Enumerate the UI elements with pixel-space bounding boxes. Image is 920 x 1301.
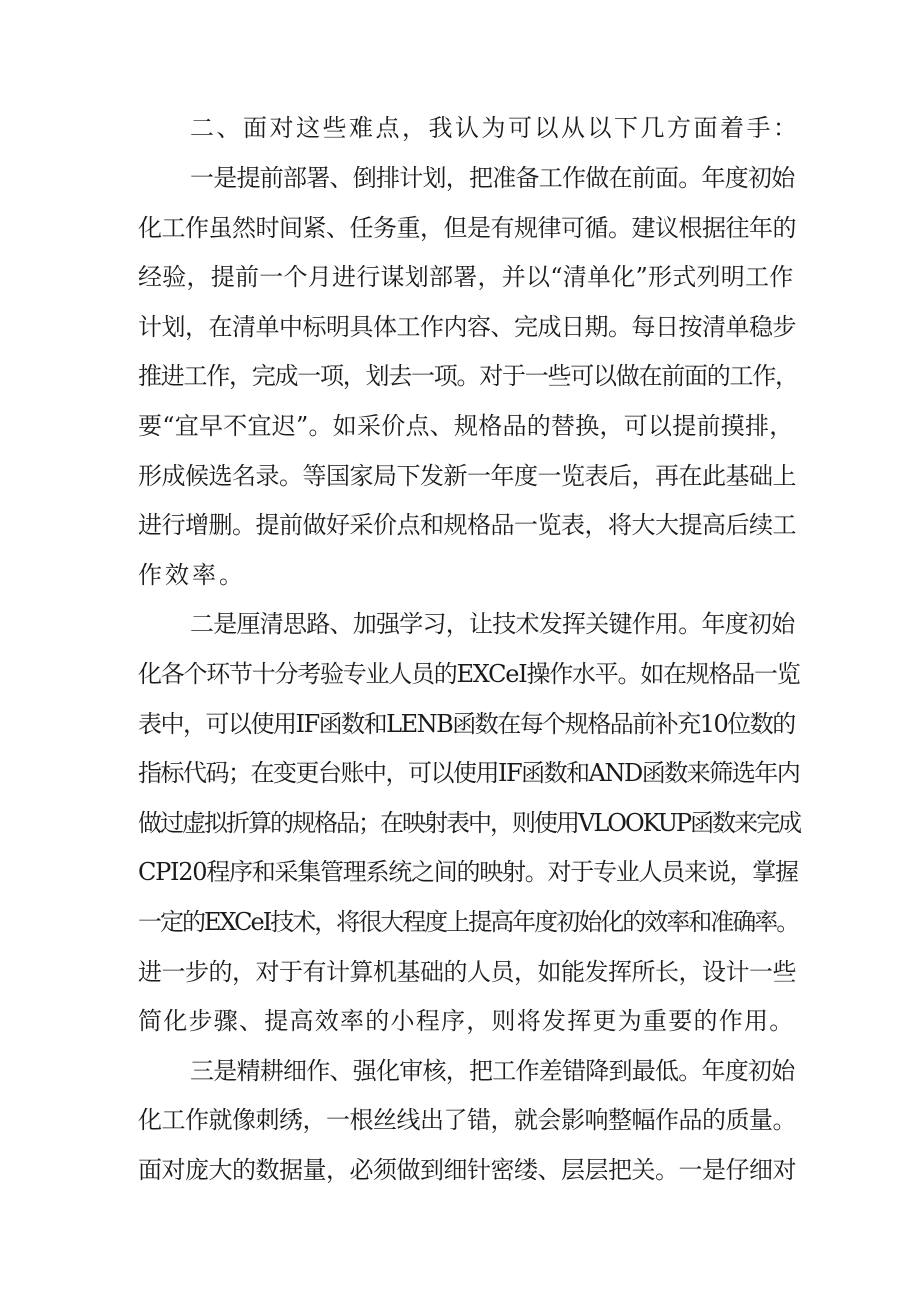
paragraph-line: 表中，可以使用IF函数和LENB函数在每个规格品前补充10位数的 <box>138 710 795 738</box>
paragraph-line: 形成候选名录。等国家局下发新一年度一览表后，再在此基础上 <box>138 462 796 490</box>
paragraph-line: 化工作就像刺绣，一根丝线出了错，就会影响整幅作品的质量。 <box>138 1106 796 1134</box>
paragraph-line: 简化步骤、提高效率的小程序，则将发挥更为重要的作用。 <box>138 1007 795 1035</box>
paragraph-line: 做过虚拟折算的规格品；在映射表中，则使用VLOOKUP函数来完成 <box>138 809 801 837</box>
paragraph-line: 进行增删。提前做好采价点和规格品一览表，将大大提高后续工 <box>138 511 796 539</box>
paragraph-line: 指标代码；在变更台账中，可以使用IF函数和AND函数来筛选年内 <box>138 759 800 787</box>
paragraph-line: 要“宜早不宜迟”。如采价点、规格品的替换，可以提前摸排， <box>138 412 794 440</box>
paragraph-line: 化各个环节十分考验专业人员的EXCeI操作水平。如在规格品一览 <box>138 660 800 688</box>
paragraph-line: 面对庞大的数据量，必须做到细针密缕、层层把关。一是仔细对 <box>138 1156 796 1184</box>
paragraph-line: 三是精耕细作、强化审核，把工作差错降到最低。年度初始 <box>190 1057 795 1085</box>
heading-line: 二、面对这些难点，我认为可以从以下几方面着手： <box>190 114 800 142</box>
paragraph-line: 二是厘清思路、加强学习，让技术发挥关键作用。年度初始 <box>190 610 795 638</box>
paragraph-line: 经验，提前一个月进行谋划部署，并以“清单化”形式列明工作 <box>138 263 794 291</box>
paragraph-line: 一是提前部署、倒排计划，把准备工作做在前面。年度初始 <box>190 164 795 192</box>
paragraph-line: 作效率。 <box>138 561 246 589</box>
paragraph-line: 一定的EXCeI技术，将很大程度上提高年度初始化的效率和准确率。 <box>138 908 799 936</box>
paragraph-line: 化工作虽然时间紧、任务重，但是有规律可循。建议根据往年的 <box>138 214 796 242</box>
paragraph-line: CPI20程序和采集管理系统之间的映射。对于专业人员来说，掌握 <box>138 858 798 886</box>
paragraph-line: 进一步的，对于有计算机基础的人员，如能发挥所长，设计一些 <box>138 958 796 986</box>
paragraph-line: 计划，在清单中标明具体工作内容、完成日期。每日按清单稳步 <box>138 313 796 341</box>
paragraph-line: 推进工作，完成一项，划去一项。对于一些可以做在前面的工作， <box>138 362 798 390</box>
